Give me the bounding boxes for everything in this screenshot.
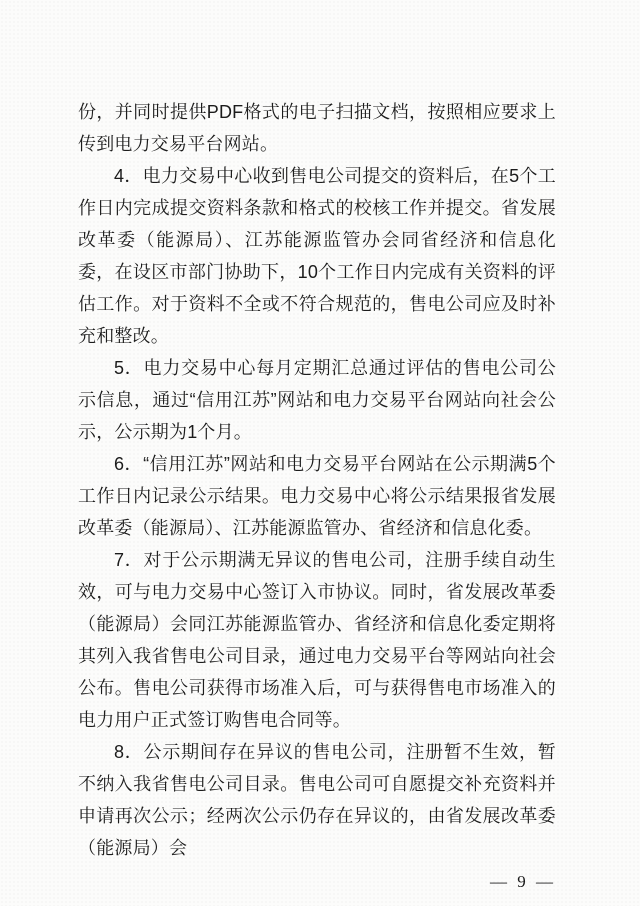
paragraph: 6．“信用江苏”网站和电力交易平台网站在公示期满5个工作日内记录公示结果。电力交易中心将公示结果报省发展改革委（能源局）、江苏能源监管办、省经济和信息化委。 (78, 454, 556, 538)
page-number: — 9 — (490, 872, 556, 891)
paragraph: 4．电力交易中心收到售电公司提交的资料后，在5个工作日内完成提交资料条款和格式的校核工作并提交。省发展改革委（能源局）、江苏能源监管办会同省经济和信息化委，在设区市部门协助下，10个工作日内完成有关资料的评估工作。对于资料不全或不符合规范的，售电公司应及时补充和整改。 (78, 166, 556, 346)
paragraph: 5．电力交易中心每月定期汇总通过评估的售电公司公示信息，通过“信用江苏”网站和电力交易平台网站向社会公示，公示期为1个月。 (78, 358, 556, 442)
document-body (78, 96, 556, 864)
paragraph: 7．对于公示期满无异议的售电公司，注册手续自动生效，可与电力交易中心签订入市协议。同时，省发展改革委（能源局）会同江苏能源监管办、省经济和信息化委定期将其列入我省售电公司目录，通过电力交易平台等网站向社会公布。售电公司获得市场准入后，可与获得售电市场准入的电力用户正式签订购售电合同等。 (78, 550, 556, 730)
paragraph: 8．公示期间存在异议的售电公司，注册暂不生效，暂不纳入我省售电公司目录。售电公司可自愿提交补充资料并申请再次公示；经两次公示仍存在异议的，由省发展改革委（能源局）会 (78, 742, 556, 858)
paragraph: 份，并同时提供PDF格式的电子扫描文档，按照相应要求上传到电力交易平台网站。 (78, 102, 556, 154)
